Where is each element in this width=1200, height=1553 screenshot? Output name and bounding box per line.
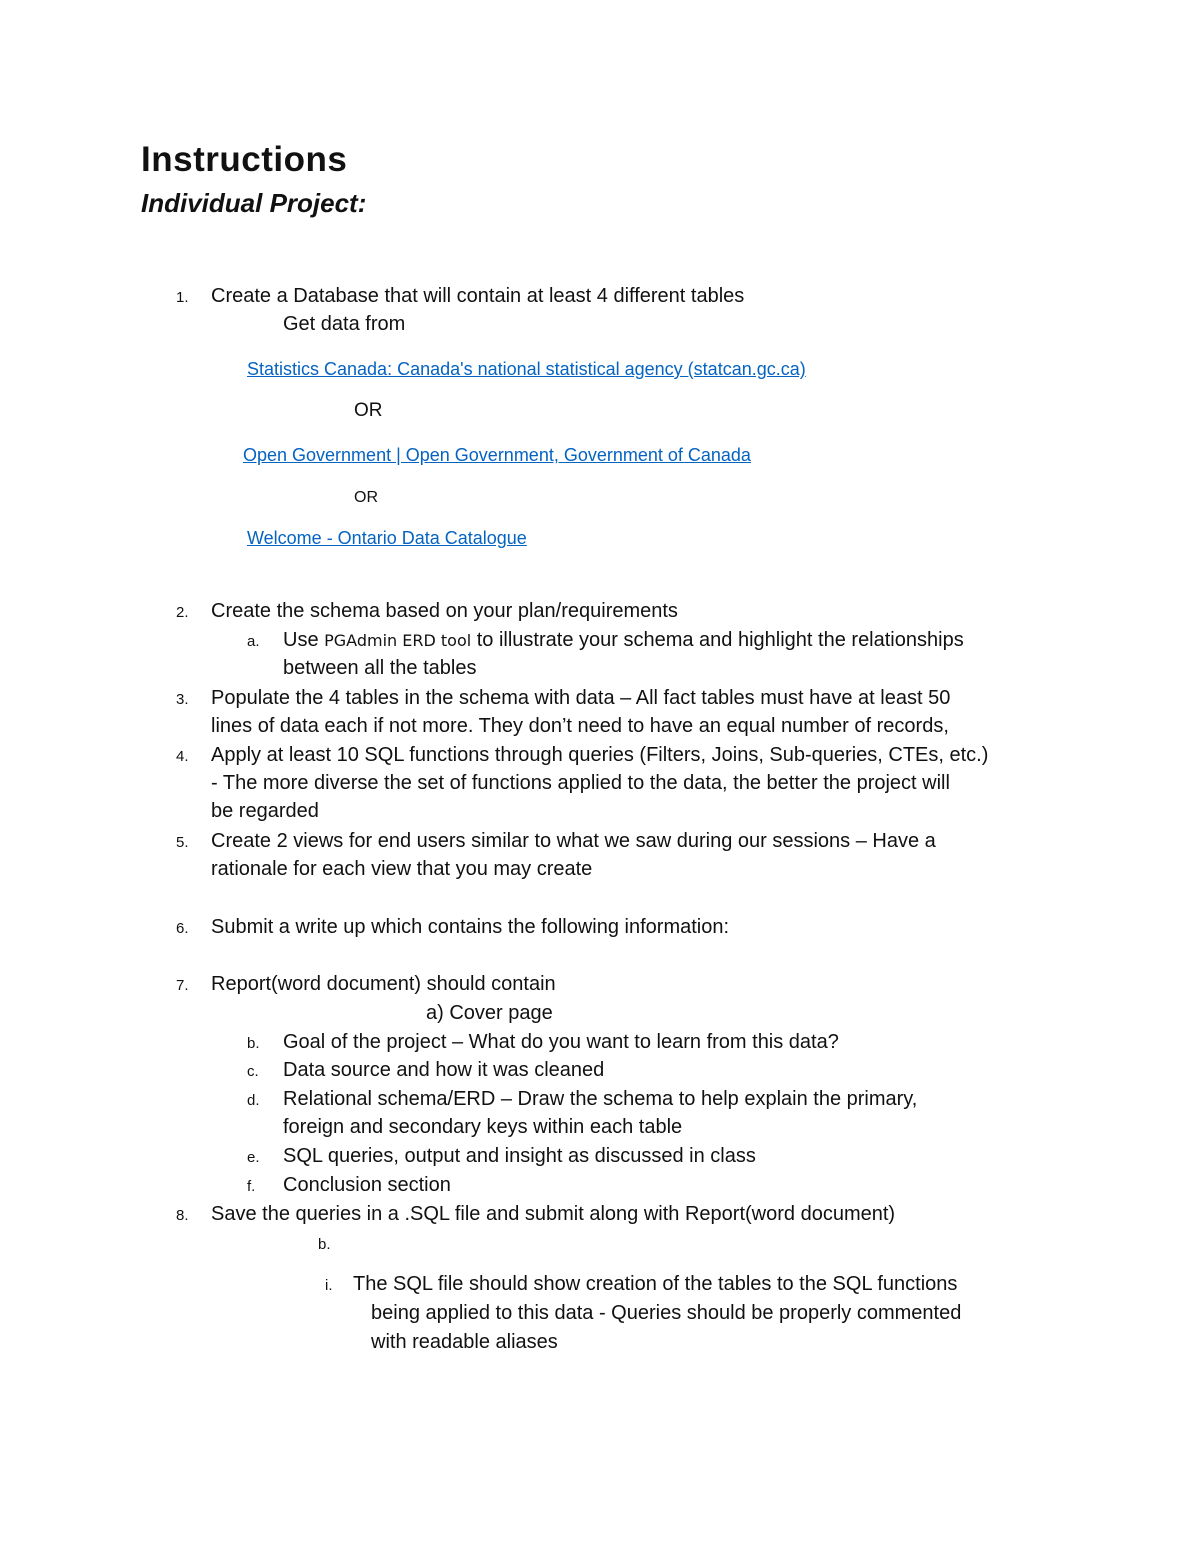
list-item: Create a Database that will contain at least 4 different tables [211, 285, 745, 307]
list-letter: b. [318, 1236, 331, 1253]
list-number: 1. [176, 289, 189, 306]
list-letter: e. [247, 1149, 260, 1166]
list-item-continuation: be regarded [211, 800, 319, 822]
list-item: Goal of the project – What do you want to learn from this data? [283, 1031, 839, 1053]
list-item: Save the queries in a .SQL file and submit along with Report(word document) [211, 1203, 896, 1225]
list-item-continuation: between all the tables [283, 657, 477, 679]
list-item: Submit a write up which contains the following information: [211, 916, 730, 938]
list-item: The SQL file should show creation of the tables to the SQL functions [353, 1273, 958, 1295]
list-number: 2. [176, 604, 189, 621]
link-ontario-data-catalogue[interactable]: Welcome - Ontario Data Catalogue [247, 528, 527, 548]
list-item: Create 2 views for end users similar to what we saw during our sessions – Have a [211, 830, 936, 852]
or-text: OR [354, 400, 383, 421]
list-item: SQL queries, output and insight as discussed in class [283, 1145, 756, 1167]
page-title: Instructions [141, 140, 348, 179]
list-item-continuation: - The more diverse the set of functions applied to the data, the better the project will [211, 772, 950, 794]
list-item-continuation: lines of data each if not more. They don’t need to have an equal number of records, [211, 715, 949, 737]
list-number: 4. [176, 748, 189, 765]
list-item-continuation: being applied to this data - Queries should be properly commented [371, 1302, 962, 1324]
list-item: Relational schema/ERD – Draw the schema to help explain the primary, [283, 1088, 918, 1110]
list-number: 5. [176, 834, 189, 851]
tool-name: PGAdmin ERD tool [324, 631, 472, 650]
list-item: a) Cover page [426, 1002, 553, 1024]
link-open-government[interactable]: Open Government | Open Government, Government of Canada [243, 445, 751, 465]
list-item: Conclusion section [283, 1174, 451, 1196]
text-segment: Use [283, 629, 325, 651]
list-roman: i. [325, 1277, 333, 1294]
list-letter: a. [247, 633, 260, 650]
list-item: Create the schema based on your plan/requirements [211, 600, 678, 622]
list-item-text: Get data from [283, 313, 406, 335]
or-text: OR [354, 489, 378, 506]
text-segment: to illustrate your schema and highlight the relationships [471, 629, 964, 651]
list-letter: f. [247, 1178, 256, 1195]
list-number: 8. [176, 1207, 189, 1224]
page-subtitle: Individual Project: [141, 188, 367, 218]
list-letter: d. [247, 1092, 260, 1109]
link-statcan[interactable]: Statistics Canada: Canada's national statistical agency (statcan.gc.ca) [247, 359, 806, 379]
list-item-continuation: with readable aliases [371, 1331, 558, 1353]
list-item [283, 626, 964, 655]
list-number: 7. [176, 977, 189, 994]
list-item: Data source and how it was cleaned [283, 1059, 605, 1081]
list-number: 3. [176, 691, 189, 708]
list-number: 6. [176, 920, 189, 937]
list-letter: b. [247, 1035, 260, 1052]
list-item: Apply at least 10 SQL functions through queries (Filters, Joins, Sub-queries, CTEs, etc.) [211, 744, 989, 766]
list-letter: c. [247, 1063, 259, 1080]
list-item-continuation: foreign and secondary keys within each table [283, 1116, 683, 1138]
list-item: Populate the 4 tables in the schema with data – All fact tables must have at least 50 [211, 687, 951, 709]
list-item-continuation: rationale for each view that you may create [211, 858, 593, 880]
list-item: Report(word document) should contain [211, 973, 556, 995]
